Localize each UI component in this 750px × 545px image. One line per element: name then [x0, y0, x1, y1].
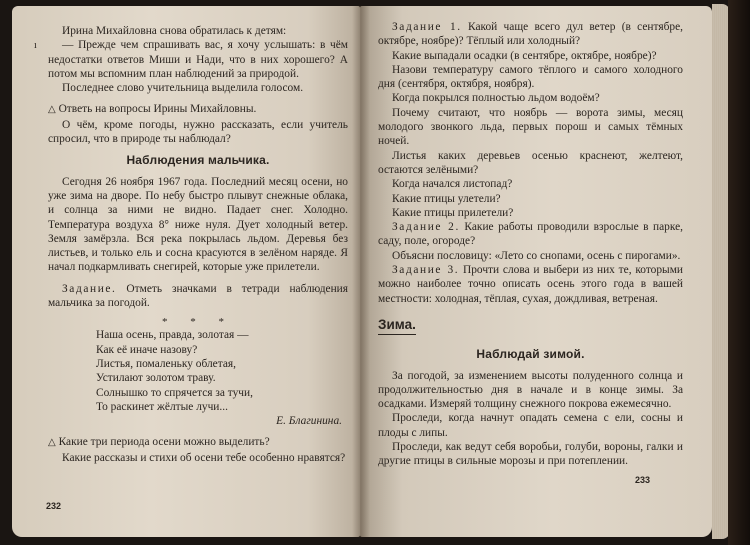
poem-line: Наша осень, правда, золотая — [96, 329, 249, 342]
left-page [12, 6, 360, 537]
question-title: Ответь на вопросы Ирины Михайловны. [58, 103, 257, 116]
question-block [48, 102, 348, 117]
task-label: Задание. [62, 282, 117, 295]
story-paragraph: Сегодня 26 ноября 1967 года. Последний месяц осени, но уже зима на дворе. По небу быстро плывут снежные облака, и солнца за ними не видно. Падает снег. Холодно. Температура воздуха 8° ниже нуля. Дует холодный ветер. Земля замёрзла. Вся река покрылась льдом. Деревья без листьев, и только ель и сосна красуются в зелёном наряде. Я начал подкармливать снегирей, которые уже прилетели. [48, 175, 348, 274]
poem-line: Листья, помаленьку облетая, [96, 357, 236, 370]
left-page-content [48, 24, 348, 465]
poem [48, 328, 348, 414]
page-number: 232 [46, 501, 62, 511]
triangle-icon: △ [48, 104, 56, 116]
poem-line: Солнышко то спрячется за тучи, [96, 386, 253, 399]
task3-label: Задание 3. [392, 264, 460, 277]
poem-line: То раскинет жёлтые лучи... [96, 400, 228, 413]
question-text: О чём, кроме погоды, нужно рассказать, если учитель спросил, что в природе ты наблюдал? [48, 118, 348, 146]
task1-text: Какой чаще всего дул ветер (в сентябре, октябре, ноябре)? Тёплый или холодный? [378, 21, 683, 48]
task2-paragraph [378, 220, 683, 249]
book-cover-edge [728, 0, 750, 545]
winter-paragraph: Проследи, как ведут себя воробьи, голуби, вороны, галки и другие птицы в сильные морозы и при потеплении. [378, 441, 683, 468]
final-question-text: Какие три периода осени можно выделить? [58, 436, 270, 449]
page-number: 233 [634, 475, 650, 485]
task-text: Отметь значками в тетради наблюдения мальчика за погодой. [48, 282, 349, 310]
triangle-icon: △ [48, 437, 56, 449]
task1-line: Какие выпадали осадки (в сентябре, октябре, ноябре)? [392, 49, 657, 62]
final-question-text: Какие рассказы и стихи об осени тебе особенно нравятся? [62, 451, 346, 464]
winter-paragraph: Проследи, когда начнут опадать семена с ели, сосны и плоды с липы. [378, 412, 683, 439]
task2-label: Задание 2. [392, 221, 460, 234]
poem-separator: * * * [162, 316, 234, 329]
task2-text: Какие работы проводили взрослые в парке, саду, поле, огороде? [378, 221, 683, 248]
task1-paragraph [378, 20, 683, 49]
book-gutter [352, 6, 370, 537]
task1-line: Листья каких деревьев осенью краснеют, желтеют, остаются зелёными? [378, 149, 683, 176]
task3-paragraph [378, 263, 683, 306]
winter-paragraph: За погодой, за изменением высоты полуденного солнца и продолжительностью дня в начале и в конце зимы. За осадками. Измеряй толщину снежного покрова ежемесячно. [378, 369, 683, 411]
task3-text: Прочти слова и выбери из них те, которыми можно наиболее точно описать осень этого года в вашей местности: холодная, тёплая, сухая, дождливая, ветреная. [378, 264, 683, 305]
right-page [360, 6, 712, 537]
poem-line: Как её иначе назову? [96, 343, 198, 356]
proverb-line: Объясни пословицу: «Лето со снопами, осень с пирогами». [392, 249, 681, 262]
task1-line: Когда покрылся полностью льдом водоём? [392, 92, 600, 105]
task1-line: Когда начался листопад? [392, 178, 513, 191]
task1-label: Задание 1. [392, 21, 462, 33]
margin-mark: ı [34, 40, 37, 51]
final-question [48, 435, 348, 450]
task1-line: Почему считают, что ноябрь — ворота зимы, месяц молодого звонкого льда, первых порош и самых тёмных ночей. [378, 106, 683, 148]
season-title: Зима. [378, 318, 416, 335]
intro-paragraph: Последнее слово учительница выделила голосом. [62, 82, 304, 95]
poem-author: Е. Благинина. [276, 415, 342, 428]
task1-line: Какие птицы прилетели? [392, 206, 514, 219]
task1-line: Назови температуру самого тёплого и самого холодного дня (сентября, октября, ноября). [378, 63, 683, 91]
task-paragraph [48, 282, 348, 311]
intro-paragraph: — Прежде чем спрашивать вас, я хочу услышать: в чём недостатки ответов Миши и Нади, что в них хорошего? А потом мы вспомним план наблюдений за природой. [48, 39, 348, 80]
section-heading: Наблюдения мальчика. [126, 153, 270, 168]
task1-line: Какие птицы улетели? [392, 192, 501, 205]
right-page-content [378, 20, 683, 469]
section-heading: Наблюдай зимой. [476, 347, 585, 362]
intro-paragraph: Ирина Михайловна снова обратилась к детям: [62, 25, 287, 37]
poem-line: Устилают золотом траву. [96, 372, 216, 385]
